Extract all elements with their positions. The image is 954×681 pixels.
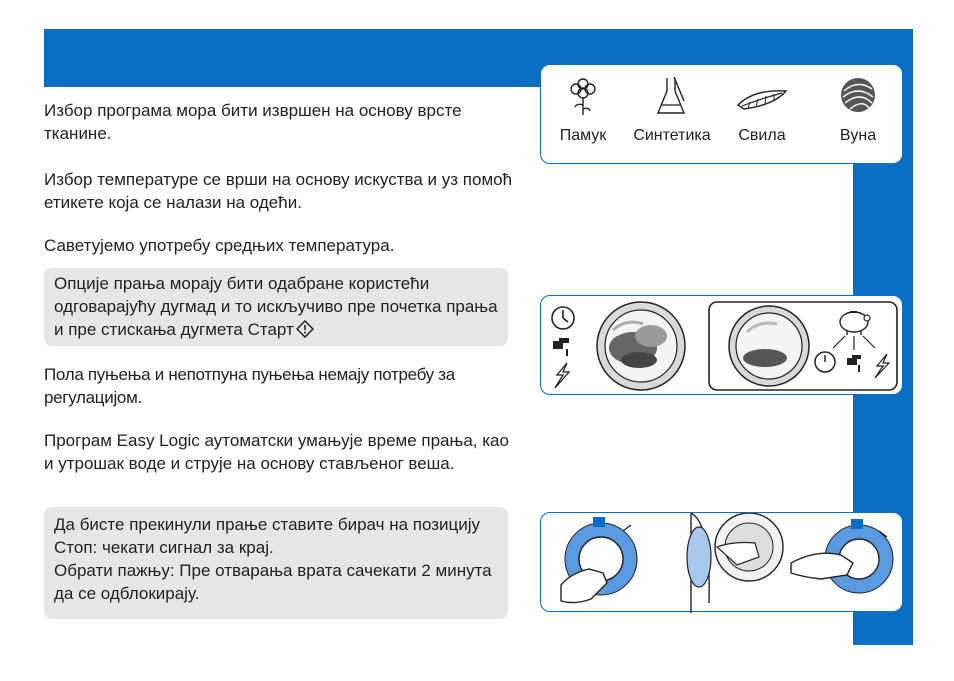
timer-icon	[552, 307, 574, 329]
fabric-synthetic	[623, 75, 721, 145]
open-door-illustration	[687, 513, 783, 613]
fabric-label: Памук	[559, 127, 607, 144]
synthetic-flask-icon	[652, 75, 692, 117]
water-tap-icon	[553, 338, 569, 356]
medium-temp-paragraph: Саветујемо употребу средњих температура.	[44, 236, 395, 255]
options-note-box	[44, 268, 508, 346]
fabric-label: Вуна	[839, 127, 877, 144]
wool-ball-icon	[838, 75, 878, 117]
full-drum-illustration	[597, 302, 685, 390]
fabric-wool	[823, 75, 893, 145]
fabric-paragraph: Избор програма мора бити извршен на основу врсте тканине.	[44, 101, 462, 143]
load-illustration-card	[540, 295, 903, 395]
fabric-types-card	[540, 64, 903, 164]
half-drum-illustration	[729, 306, 809, 386]
easy-logic-paragraph: Програм Easy Logic аутоматски умањује време прања, као и утрошак воде и струје на основу стављеног веша.	[44, 431, 509, 473]
fabric-label: Синтетика	[633, 127, 711, 144]
stop-dial-card	[540, 512, 903, 612]
stop-instruction-text: Да бисте прекинули прање ставите бирач на позицију Стоп: чекати сигнал за крај.	[54, 515, 481, 557]
program-dial-illustration	[561, 517, 637, 603]
fabric-cotton	[551, 75, 615, 145]
program-dial-illustration	[791, 519, 893, 593]
half-load-paragraph: Пола пуњења и непотпуна пуњења немају потребу за регулацијом.	[44, 365, 455, 407]
electricity-icon	[555, 363, 569, 388]
start-button-icon	[296, 320, 314, 338]
fabric-silk	[727, 75, 797, 145]
silk-feather-icon	[734, 75, 790, 117]
door-warning-text: Обрати пажњу: Пре отварања врата сачекати 2 минута да се одблокирају.	[54, 561, 492, 603]
stop-note-box	[44, 507, 508, 619]
cotton-icon	[563, 75, 603, 117]
temperature-paragraph: Избор температуре се врши на основу искуства и уз помоћ етикете која се налази на одећи.	[44, 170, 513, 212]
fabric-label: Свила	[738, 127, 786, 144]
options-note-text: Опције прања морају бити одабране користећи одговарајућу дугмад и то искључиво пре почетка прања и пре стискања дугмета Старт	[54, 274, 498, 339]
